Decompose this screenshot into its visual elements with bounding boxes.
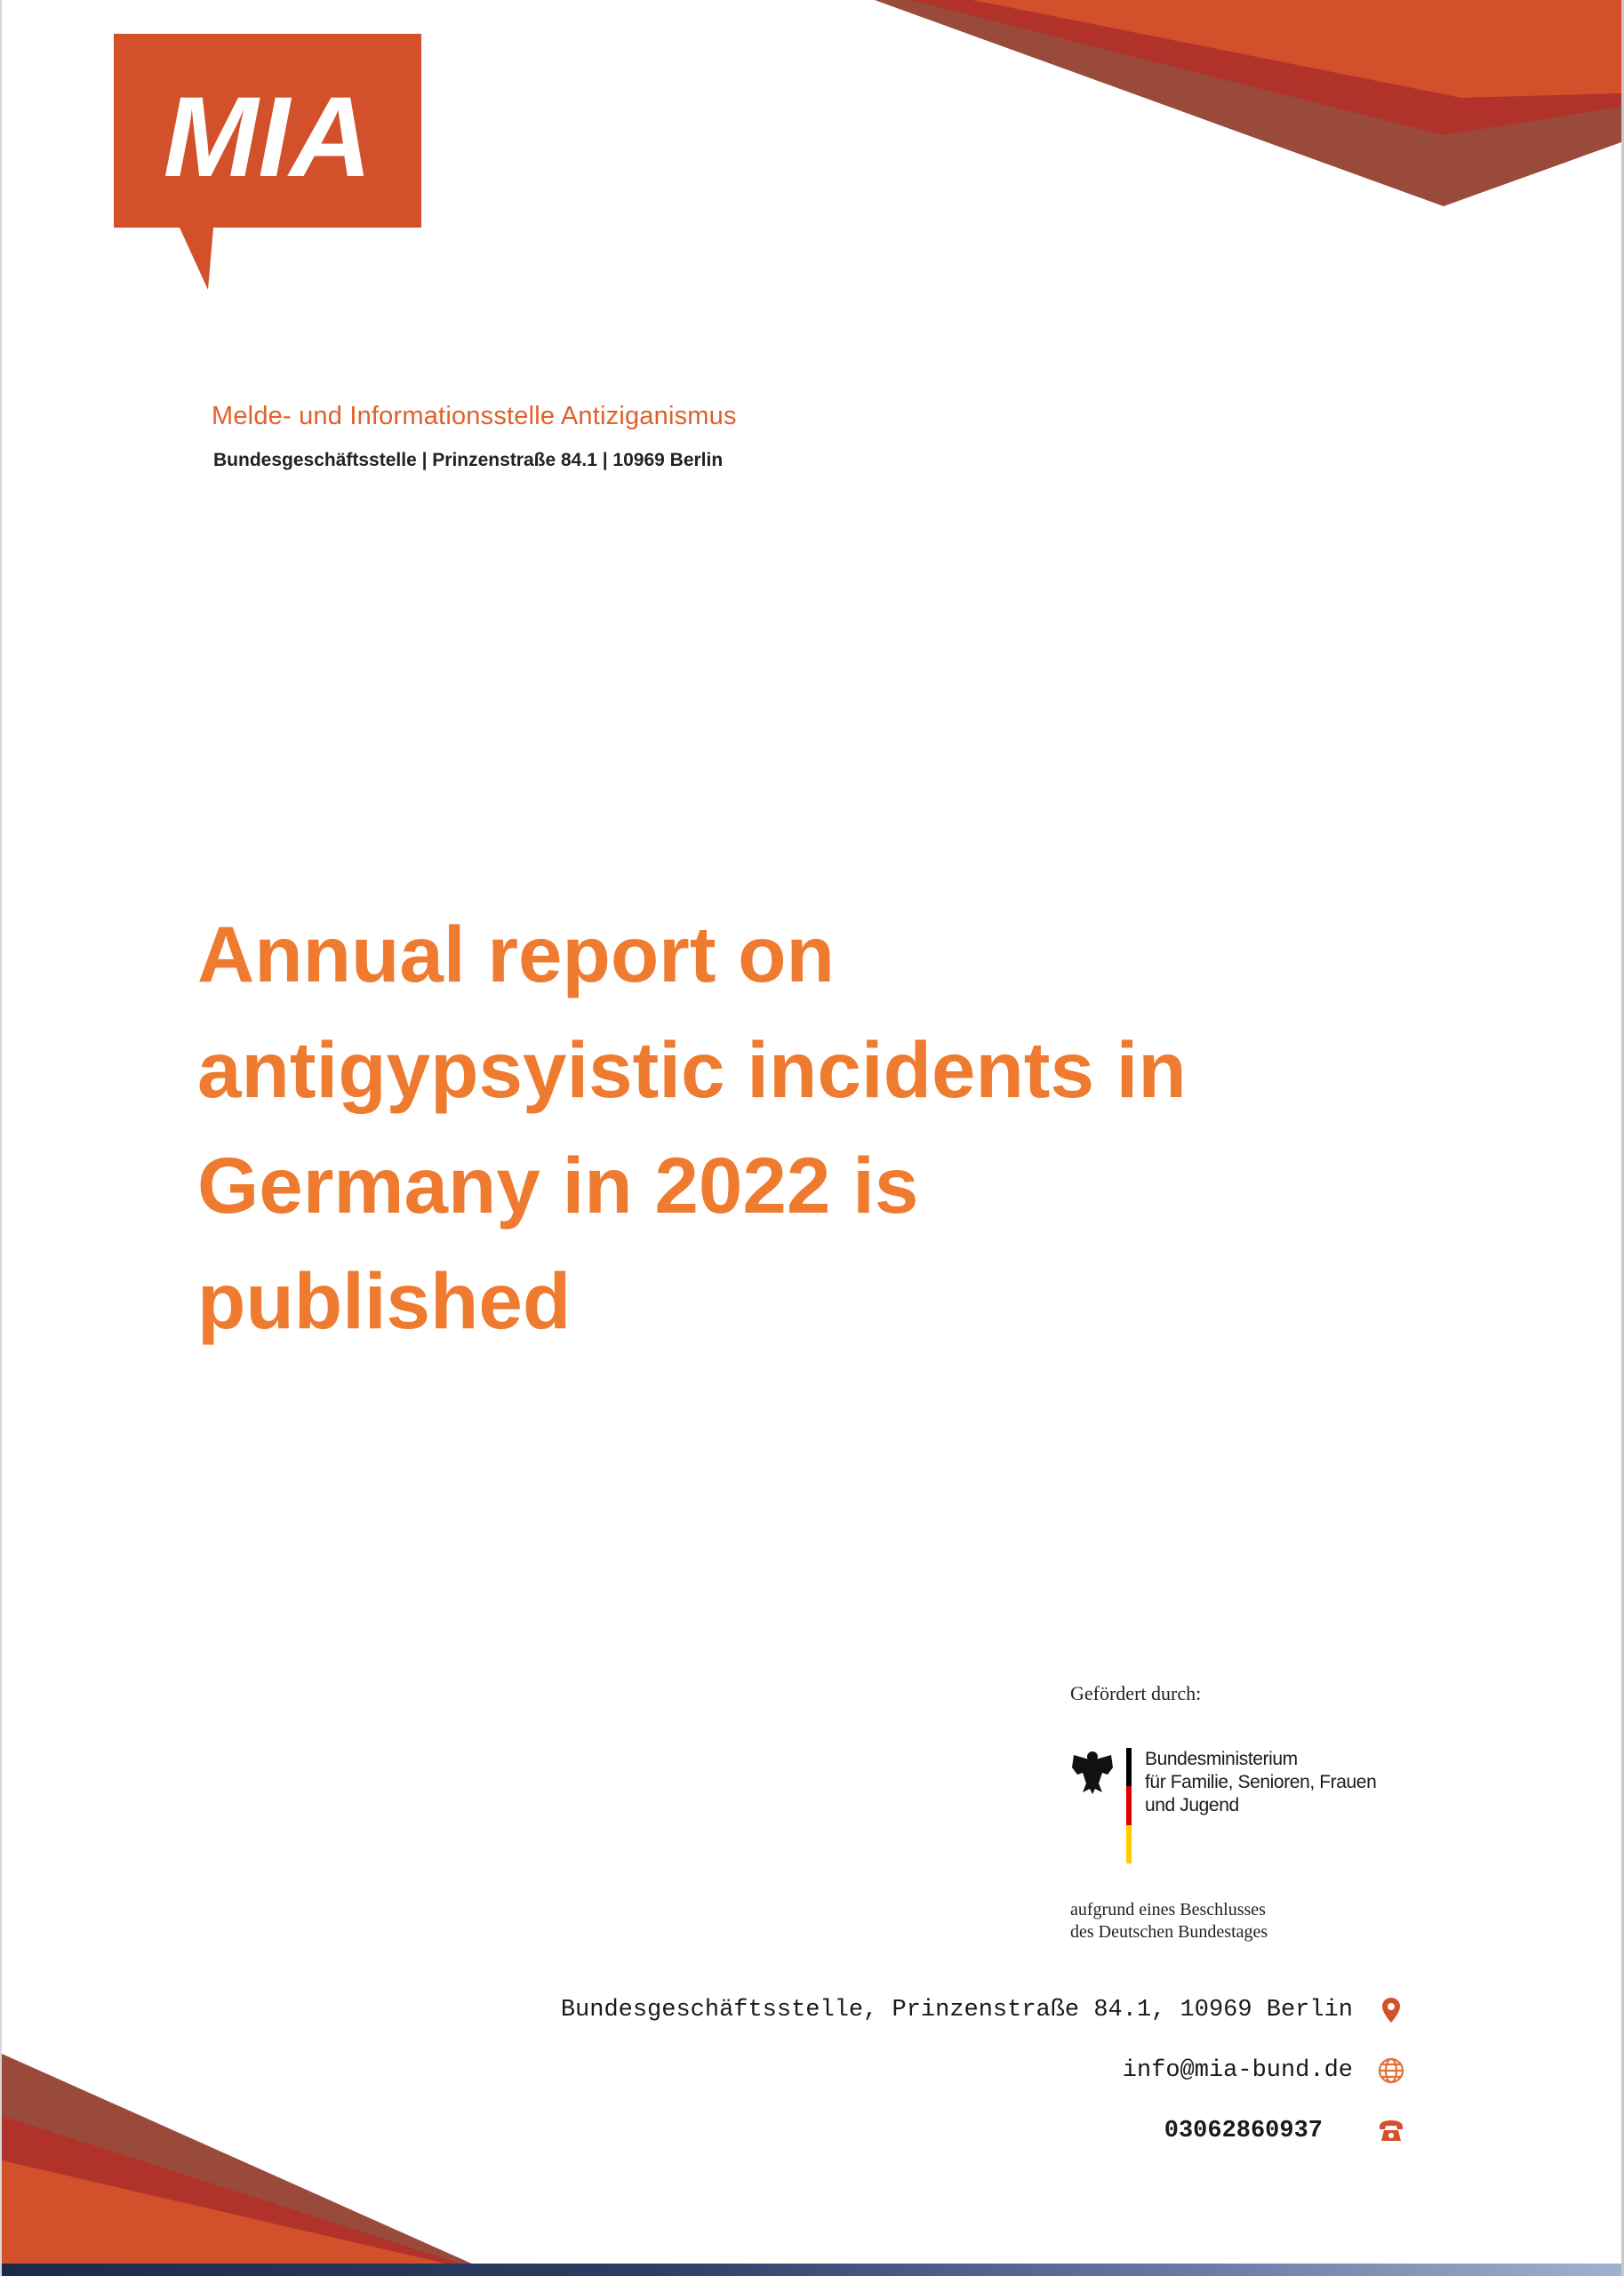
bottom-edge-strip [2,2264,1624,2276]
globe-icon [1376,2056,1406,2086]
logo-text: MIA [163,74,372,201]
contact-phone-row [428,2116,1406,2146]
report-title: Annual report on antigypsyistic incidents in Germany in 2022 is published [197,910,1187,1345]
contact-email-row [428,2056,1406,2086]
contact-email[interactable]: info@mia-bund.de [1122,2057,1353,2084]
funding-label: Gefördert durch: [1070,1682,1202,1704]
contact-address-row [428,1995,1406,2025]
ministry-name: Bundesministerium für Familie, Senioren, Frauen und Jugend [1145,1749,1377,1815]
location-pin-icon [1376,1995,1406,2025]
telephone-icon [1376,2116,1406,2146]
bottom-corner-decoration [2,2054,535,2276]
top-corner-decoration [875,0,1621,213]
german-flag-bar [1126,1748,1132,1863]
federal-eagle-icon [1070,1748,1115,1796]
funding-basis: aufgrund eines Beschlusses des Deutschen Bundestages [1070,1900,1268,1942]
mia-logo [114,34,421,292]
organization-address: Bundesgeschäftsstelle | Prinzenstraße 84.1 | 10969 Berlin [213,450,724,470]
funding-block [1070,1682,1408,1942]
organization-name: Melde- und Informationsstelle Antiziganismus [212,402,737,430]
ministry-logo [1070,1748,1408,1872]
contact-phone[interactable]: 03062860937 [1164,2118,1323,2144]
contact-address: Bundesgeschäftsstelle, Prinzenstraße 84.1, 10969 Berlin [560,1997,1353,2024]
